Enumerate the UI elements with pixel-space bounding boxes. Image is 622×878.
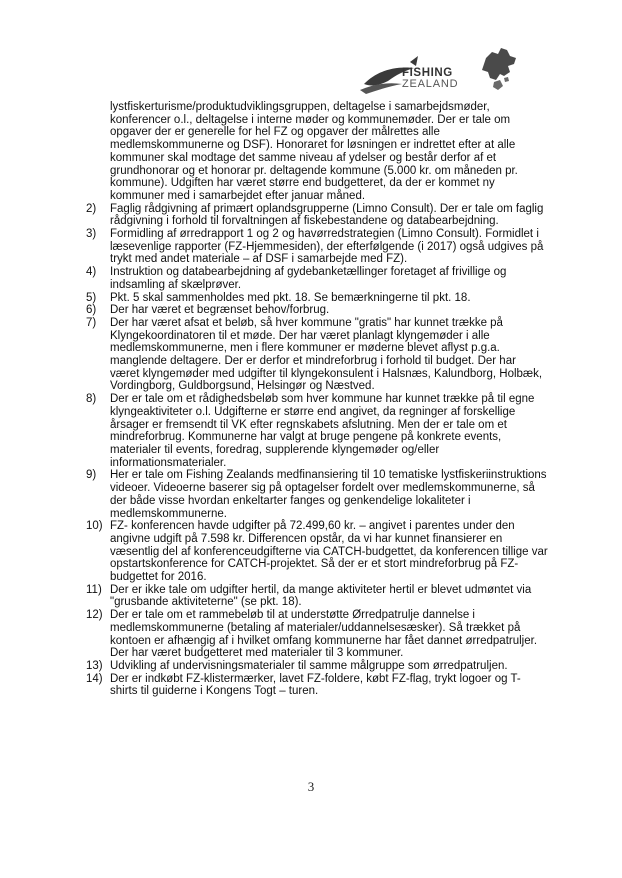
item-text: FZ- konferencen havde udgifter på 72.499,60 kr. – angivet i parentes under den angivne udgift på 7.598 kr. Differencen opstår, da vi har kunnet finansierer en væsentlig del af konferenceudgifterne via CATCH-budgettet, da konferencen tillige var opstartskonference for CATCH-projektet. Så der er et stort mindreforbrug på FZ-budgettet for 2016. [110, 520, 548, 584]
item-text: Der er tale om et rådighedsbeløb som hver kommune har kunnet trække på til egne klyngeaktiviteter o.l. Udgifterne er større end angivet, da regninger af forskellige årsager er fremsendt til VK efter regnskabets afslutning. Men der er tale om et mindreforbrug. Kommunerne har valgt at bruge pengene på konkrete events, materialer til events, foredrag, supplerende klyngemøder og/eller informationsmaterialer. [110, 393, 535, 469]
item-text: Udvikling af undervisningsmaterialer til samme målgruppe som ørredpatruljen. [110, 659, 508, 672]
fishing-zealand-logo [358, 44, 528, 104]
logo-wordmark-zealand: ZEALAND [402, 78, 459, 90]
item-text: Der er tale om et rammebeløb til at understøtte Ørredpatrulje dannelse i medlemskommunerne (betaling af materialer/uddannelsesæsker). Så trækket på kontoen er afhængig af i hvilket omfang kommunerne har fået dannet ørredpatruljer. Der har været budgetteret med materialer til 3 kommuner. [110, 609, 538, 660]
list-item [86, 584, 548, 609]
list-item [86, 292, 548, 305]
list-item [86, 317, 548, 393]
item-text: Formidling af ørredrapport 1 og 2 og havørredstrategien (Limno Consult). Formidlet i læsevenlige rapporter (FZ-Hjemmesiden), der efterfølgende (i 2017) også udgives på trykt med andet materiale – af DSF i samarbejde med FZ). [110, 228, 544, 266]
list-item [86, 469, 548, 520]
item-text: Her er tale om Fishing Zealands medfinansiering til 10 tematiske lystfiskeriinstruktions videoer. Videoerne baserer sig på optagelser fordelt over medlemskommunerne, så der både visse hvordan enkeltarter fanges og genkendelige lokaliteter i medlemskommunerne. [110, 469, 547, 520]
page-number: 3 [307, 779, 315, 794]
item-text: Der har været afsat et beløb, så hver kommune "gratis" har kunnet trække på Klyngekoordinatoren til et møde. Der har været planlagt klyngemøder i alle medlemskommunerne, men i flere kommuner er møderne blevet aflyst p.g.a. manglende deltagere. Der er derfor et mindreforbrug i forhold til budget. Der har været klyngemøder med udgifter til klyngekonsulent i Halsnæs, Kalundborg, Holbæk, Vordingborg, Guldborgsund, Helsingør og Næstved. [110, 316, 543, 393]
list-item [86, 673, 548, 698]
list-item [86, 228, 548, 266]
list-item [86, 393, 548, 469]
list-item [86, 266, 548, 291]
item-number: 2) [86, 202, 97, 215]
item-text: Faglig rådgivning af primært oplandsgrupperne (Limno Consult). Der er tale om faglig rådgivning i forhold til forvaltningen af fiskebestandene og databearbejdning. [110, 202, 544, 228]
item-number: 5) [86, 291, 97, 304]
item-number: 13) [86, 659, 103, 672]
item-text: Der er indkøbt FZ-klistermærker, lavet FZ-foldere, købt FZ-flag, trykt logoer og T-shirts til guiderne i Kongens Togt – turen. [110, 672, 521, 698]
document-body [86, 101, 548, 698]
list-item [86, 609, 548, 660]
item-number: 14) [86, 672, 103, 685]
item-number: 6) [86, 304, 97, 317]
item-number: 8) [86, 393, 97, 406]
item-number: 12) [86, 609, 103, 622]
item-number: 7) [86, 316, 97, 329]
item-number: 11) [86, 583, 102, 596]
item-text: Pkt. 5 skal sammenholdes med pkt. 18. Se bemærkningerne til pkt. 18. [110, 291, 471, 304]
list-item [86, 520, 548, 584]
list-item [86, 660, 548, 673]
list-item [86, 203, 548, 228]
item-text: Instruktion og databearbejdning af gydebanketællinger foretaget af frivillige og indsamling af skælprøver. [110, 266, 507, 291]
item-number: 10) [86, 520, 103, 533]
intro-paragraph: lystfiskerturisme/produktudviklingsgruppen, deltagelse i samarbejdsmøder, konferencer o.l., deltagelse i interne møder og kommunemøder. Der er tale om opgaver der er generelle for hel FZ og opgaver der målrettes alle medlemskommunerne og DSF). Honoraret for løsningen er indrettet efter at alle kommuner skal modtage det samme niveau af ydelser og består derfor af et grundhonorar og et honorar pr. deltagende kommune (5.000 kr. om måneden pr. kommune). Udgiften har været større end budgetteret, da der er kommet ny kommuner med i samarbejdet efter januar måned. [110, 101, 518, 202]
item-number: 4) [86, 266, 97, 279]
logo-wordmark-fishing: FISHING [402, 67, 453, 79]
list-item [86, 304, 548, 317]
item-number: 9) [86, 469, 97, 482]
item-text: Der har været et begrænset behov/forbrug. [110, 304, 330, 317]
item-text: Der er ikke tale om udgifter hertil, da mange aktiviteter hertil er blevet udmøntet via "grusbande aktiviteterne" (se pkt. 18). [110, 583, 532, 609]
item-number: 3) [86, 228, 97, 241]
